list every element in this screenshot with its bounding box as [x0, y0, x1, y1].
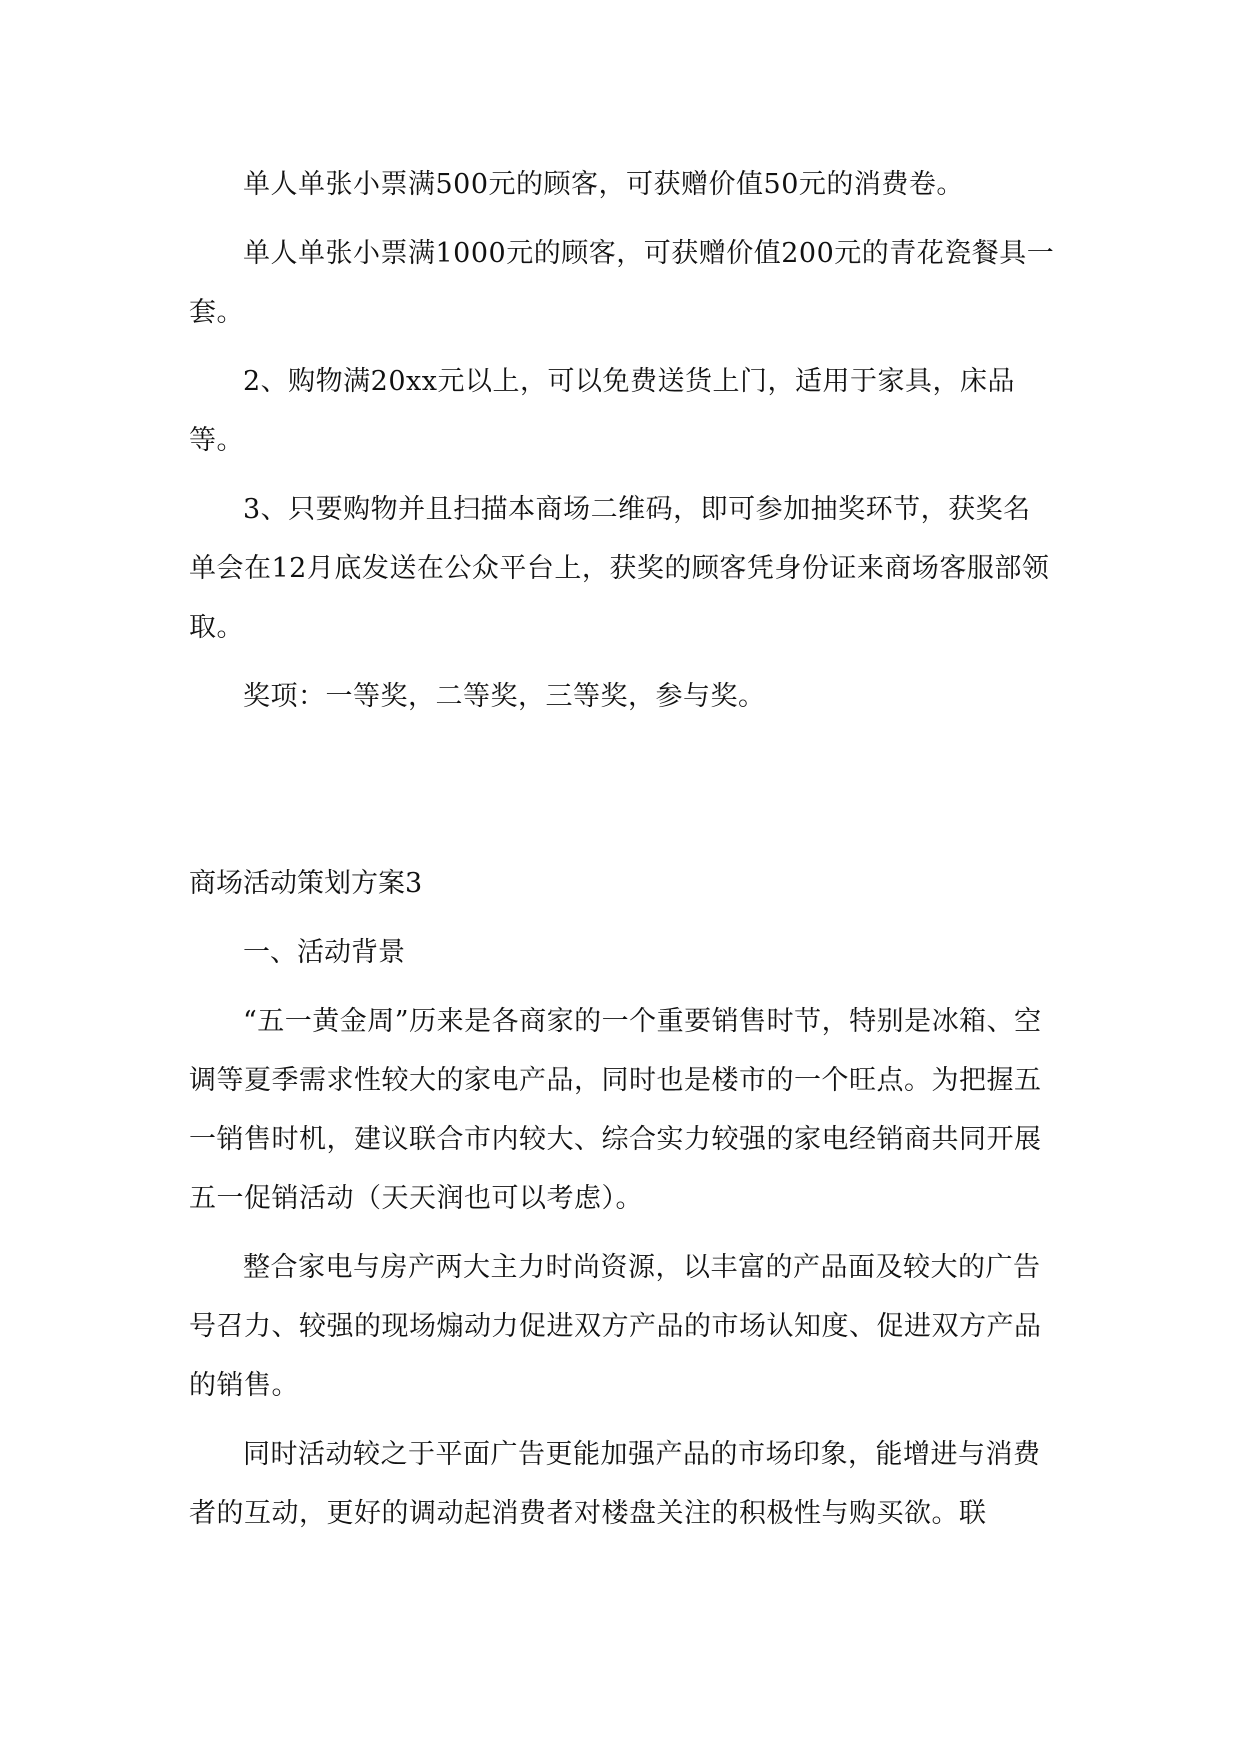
paragraph-integration: 整合家电与房产两大主力时尚资源，以丰富的产品面及较大的广告号召力、较强的现场煽动力促进双方产品的市场认知度、促进双方产品的销售。 [189, 1252, 1042, 1401]
document-body [189, 155, 1057, 1553]
section-title: 商场活动策划方案3 [189, 868, 423, 899]
paragraph-free-delivery: 2、购物满20xx元以上，可以免费送货上门，适用于家具，床品等。 [189, 366, 1015, 456]
section-spacer [189, 736, 1057, 854]
paragraph-lottery: 3、只要购物并且扫描本商场二维码，即可参加抽奖环节，获奖名单会在12月底发送在公众平台上，获奖的顾客凭身份证来商场客服部领取。 [189, 494, 1050, 643]
paragraph-gift-1000: 单人单张小票满1000元的顾客，可获赠价值200元的青花瓷餐具一套。 [189, 238, 1055, 328]
paragraph-background: “五一黄金周”历来是各商家的一个重要销售时节，特别是冰箱、空调等夏季需求性较大的家电产品，同时也是楼市的一个旺点。为把握五一销售时机，建议联合市内较大、综合实力较强的家电经销商共同开展五一促销活动（天天润也可以考虑）。 [189, 1006, 1042, 1214]
paragraph-prizes: 奖项：一等奖，二等奖，三等奖，参与奖。 [243, 681, 766, 712]
paragraph-voucher-500: 单人单张小票满500元的顾客，可获赠价值50元的消费卷。 [243, 169, 964, 200]
paragraph-interaction: 同时活动较之于平面广告更能加强产品的市场印象，能增进与消费者的互动，更好的调动起消费者对楼盘关注的积极性与购买欲。联 [189, 1439, 1041, 1529]
section-heading: 一、活动背景 [243, 937, 405, 968]
